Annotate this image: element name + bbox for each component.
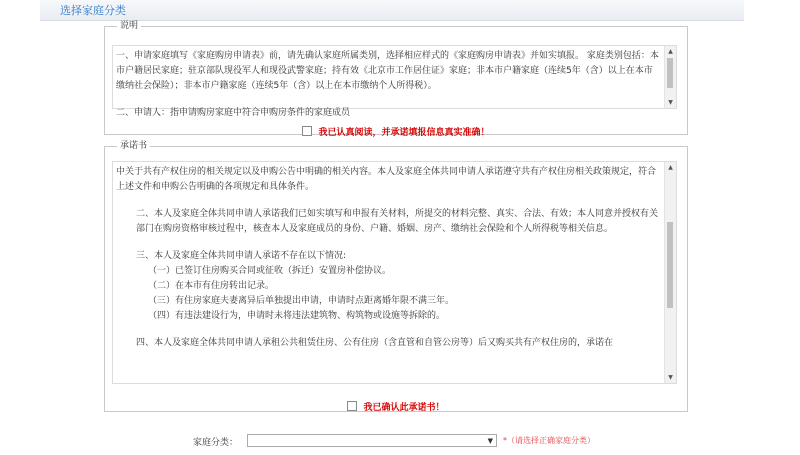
pledge-textarea[interactable]	[112, 161, 677, 384]
scroll-thumb[interactable]	[667, 222, 673, 308]
pledge-scrollbar[interactable]	[664, 162, 676, 383]
pledge-confirm-checkbox[interactable]	[347, 401, 357, 411]
pledge-paragraph-1: 中关于共有产权住房的相关规定以及申购公告中明确的相关内容。本人及家庭全体共同申请人承诺遵守共有产权住房相关政策规定，符合上述文件和申购公告明确的各项规定和具体条件。	[116, 167, 657, 192]
pledge-item-1: （一）已签订住房购买合同或征收（拆迁）安置房补偿协议。	[148, 266, 392, 276]
notice-confirm[interactable]	[105, 125, 687, 138]
pledge-paragraph-2: 二、本人及家庭全体共同申请人承诺我们已如实填写和申报有关材料，所提交的材料完整、真实、合法、有效；本人同意并授权有关部门在购房资格审核过程中，核查本人及家庭成员的身份、户籍、婚姻、房产、缴纳社会保险和个人所得税等相关信息。	[136, 209, 659, 234]
pledge-legend: 承诺书	[120, 141, 148, 151]
notice-paragraph-2: 二、申请人：指申请购房家庭中符合申购房条件的家庭成员	[116, 108, 351, 118]
notice-confirm-label[interactable]: 我已认真阅读，并承诺填报信息真实准确！	[318, 128, 490, 138]
pledge-confirm[interactable]	[105, 400, 687, 413]
pledge-paragraph-3: 三、本人及家庭全体共同申请人承诺不存在以下情况:	[136, 251, 347, 261]
family-category-hint: *（请选择正确家庭分类）	[503, 436, 595, 445]
family-category-select[interactable]	[247, 434, 497, 447]
notice-paragraph-1: 一、申请家庭填写《家庭购房申请表》前，请先确认家庭所属类别，选择相应样式的《家庭购房申请表》并如实填报。 家庭类别包括：本市户籍居民家庭；驻京部队现役军人和现役武警家庭；持有效《北京市工作居住证》家庭；非本市户籍家庭（连续5年（含）以上在本市缴纳社会保险）；非本市户籍家庭（连续5年（含）以上在本市缴纳个人所得税）。	[116, 51, 659, 91]
header-bar	[40, 0, 744, 21]
family-category-row	[0, 434, 800, 450]
scroll-thumb[interactable]	[667, 58, 673, 88]
page-title: 选择家庭分类	[60, 4, 126, 17]
pledge-item-2: （二）在本市有住房转出记录。	[148, 281, 275, 291]
pledge-item-4: （四）有违法建设行为，申请时未将违法建筑物、构筑物或设施等拆除的。	[148, 311, 446, 321]
pledge-fieldset	[104, 141, 688, 412]
scroll-down-arrow-icon[interactable]: ▼	[668, 374, 673, 381]
notice-confirm-checkbox[interactable]	[302, 126, 312, 136]
pledge-confirm-label[interactable]: 我已确认此承诺书！	[363, 403, 445, 413]
notice-legend: 说明	[120, 21, 139, 31]
pledge-paragraph-4: 四、本人及家庭全体共同申请人承租公共租赁住房、公有住房（含直管和自管公房等）后又购买共有产权住房的，承诺在	[136, 338, 614, 348]
pledge-item-3: （三）有住房家庭夫妻离异后单独提出申请，申请时点距离婚年限不满三年。	[148, 296, 455, 306]
dropdown-arrow-icon[interactable]: ▼	[487, 437, 493, 445]
notice-textarea[interactable]	[112, 45, 677, 118]
notice-fieldset	[104, 21, 688, 138]
scroll-up-arrow-icon[interactable]: ▲	[668, 48, 673, 55]
notice-scrollbar[interactable]	[664, 46, 676, 108]
scroll-down-arrow-icon[interactable]: ▼	[668, 99, 673, 106]
scroll-up-arrow-icon[interactable]: ▲	[668, 164, 673, 171]
family-category-label: 家庭分类：	[193, 438, 239, 448]
